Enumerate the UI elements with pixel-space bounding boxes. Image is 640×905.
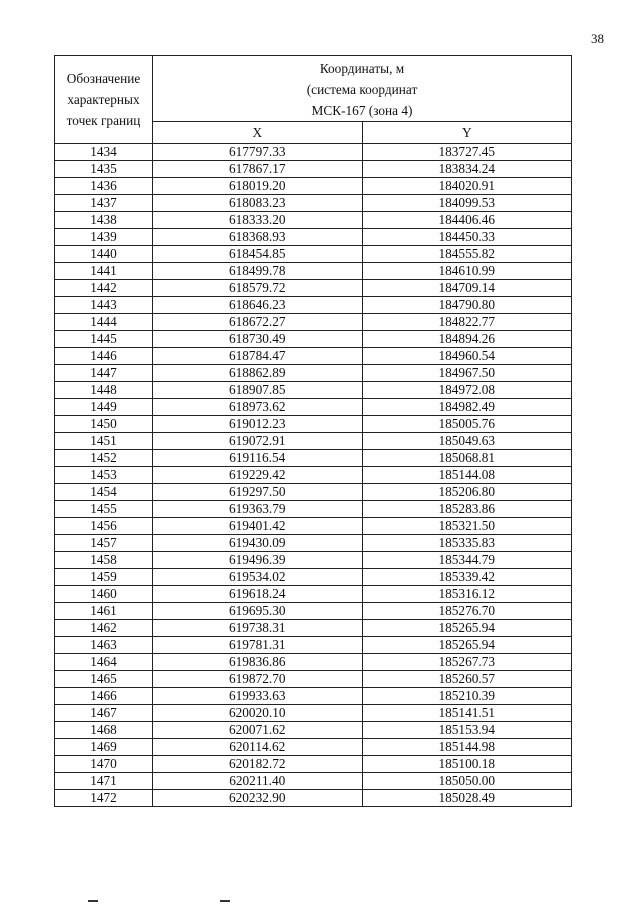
y-cell: 185265.94 bbox=[362, 637, 572, 654]
y-cell: 183834.24 bbox=[362, 161, 572, 178]
x-cell: 619836.86 bbox=[153, 654, 363, 671]
point-cell: 1451 bbox=[55, 433, 153, 450]
x-cell: 618862.89 bbox=[153, 365, 363, 382]
point-cell: 1458 bbox=[55, 552, 153, 569]
x-cell: 618499.78 bbox=[153, 263, 363, 280]
table-row bbox=[55, 433, 572, 450]
y-cell: 185141.51 bbox=[362, 705, 572, 722]
y-cell: 185100.18 bbox=[362, 756, 572, 773]
table-row bbox=[55, 790, 572, 807]
y-cell: 185316.12 bbox=[362, 586, 572, 603]
point-cell: 1461 bbox=[55, 603, 153, 620]
point-cell: 1466 bbox=[55, 688, 153, 705]
table-row bbox=[55, 467, 572, 484]
point-cell: 1445 bbox=[55, 331, 153, 348]
table-row bbox=[55, 620, 572, 637]
x-cell: 620182.72 bbox=[153, 756, 363, 773]
x-cell: 619695.30 bbox=[153, 603, 363, 620]
mark bbox=[220, 900, 230, 902]
x-cell: 619297.50 bbox=[153, 484, 363, 501]
table-row bbox=[55, 416, 572, 433]
x-cell: 618784.47 bbox=[153, 348, 363, 365]
x-cell: 619738.31 bbox=[153, 620, 363, 637]
point-cell: 1437 bbox=[55, 195, 153, 212]
table-row bbox=[55, 552, 572, 569]
x-cell: 619430.09 bbox=[153, 535, 363, 552]
point-cell: 1471 bbox=[55, 773, 153, 790]
y-cell: 185144.98 bbox=[362, 739, 572, 756]
table-row bbox=[55, 654, 572, 671]
y-cell: 184894.26 bbox=[362, 331, 572, 348]
x-cell: 617797.33 bbox=[153, 144, 363, 161]
point-cell: 1463 bbox=[55, 637, 153, 654]
table-row bbox=[55, 161, 572, 178]
y-cell: 185206.80 bbox=[362, 484, 572, 501]
x-cell: 619072.91 bbox=[153, 433, 363, 450]
point-cell: 1469 bbox=[55, 739, 153, 756]
table-row bbox=[55, 722, 572, 739]
point-cell: 1443 bbox=[55, 297, 153, 314]
table-row bbox=[55, 450, 572, 467]
point-cell: 1462 bbox=[55, 620, 153, 637]
table-row bbox=[55, 280, 572, 297]
point-cell: 1442 bbox=[55, 280, 153, 297]
table-row bbox=[55, 671, 572, 688]
y-column-header: Y bbox=[362, 122, 572, 144]
x-cell: 618907.85 bbox=[153, 382, 363, 399]
point-cell: 1439 bbox=[55, 229, 153, 246]
point-cell: 1447 bbox=[55, 365, 153, 382]
y-cell: 185005.76 bbox=[362, 416, 572, 433]
point-cell: 1464 bbox=[55, 654, 153, 671]
table-row bbox=[55, 688, 572, 705]
point-cell: 1454 bbox=[55, 484, 153, 501]
x-cell: 619116.54 bbox=[153, 450, 363, 467]
y-cell: 185283.86 bbox=[362, 501, 572, 518]
table-row bbox=[55, 195, 572, 212]
x-cell: 619401.42 bbox=[153, 518, 363, 535]
y-cell: 184967.50 bbox=[362, 365, 572, 382]
point-cell: 1434 bbox=[55, 144, 153, 161]
x-cell: 618454.85 bbox=[153, 246, 363, 263]
point-cell: 1472 bbox=[55, 790, 153, 807]
table-row bbox=[55, 705, 572, 722]
y-cell: 184709.14 bbox=[362, 280, 572, 297]
point-cell: 1460 bbox=[55, 586, 153, 603]
x-cell: 619781.31 bbox=[153, 637, 363, 654]
x-cell: 619363.79 bbox=[153, 501, 363, 518]
point-cell: 1435 bbox=[55, 161, 153, 178]
header-line: МСК-167 (зона 4) bbox=[311, 103, 413, 118]
point-cell: 1449 bbox=[55, 399, 153, 416]
header-line: Обозначение bbox=[66, 71, 141, 86]
y-cell: 185339.42 bbox=[362, 569, 572, 586]
y-cell: 185276.70 bbox=[362, 603, 572, 620]
point-cell: 1444 bbox=[55, 314, 153, 331]
table-row bbox=[55, 569, 572, 586]
point-cell: 1448 bbox=[55, 382, 153, 399]
x-cell: 619534.02 bbox=[153, 569, 363, 586]
point-cell: 1470 bbox=[55, 756, 153, 773]
x-cell: 619012.23 bbox=[153, 416, 363, 433]
y-cell: 184450.33 bbox=[362, 229, 572, 246]
table-row bbox=[55, 773, 572, 790]
y-cell: 185028.49 bbox=[362, 790, 572, 807]
y-cell: 184972.08 bbox=[362, 382, 572, 399]
table-row bbox=[55, 603, 572, 620]
x-cell: 619496.39 bbox=[153, 552, 363, 569]
header-line: Координаты, м bbox=[319, 61, 405, 76]
point-cell: 1441 bbox=[55, 263, 153, 280]
y-cell: 183727.45 bbox=[362, 144, 572, 161]
point-cell: 1453 bbox=[55, 467, 153, 484]
table-row bbox=[55, 314, 572, 331]
header-line: точек границ bbox=[66, 113, 141, 128]
table-row bbox=[55, 739, 572, 756]
table-row bbox=[55, 484, 572, 501]
coordinates-table bbox=[54, 55, 572, 807]
point-cell: 1450 bbox=[55, 416, 153, 433]
y-cell: 184610.99 bbox=[362, 263, 572, 280]
mark bbox=[88, 900, 98, 902]
y-cell: 185265.94 bbox=[362, 620, 572, 637]
y-cell: 185210.39 bbox=[362, 688, 572, 705]
table-row bbox=[55, 365, 572, 382]
coordinates-header bbox=[153, 56, 572, 122]
y-cell: 184822.77 bbox=[362, 314, 572, 331]
x-cell: 619618.24 bbox=[153, 586, 363, 603]
point-designation-header bbox=[55, 56, 153, 144]
y-cell: 184960.54 bbox=[362, 348, 572, 365]
point-cell: 1455 bbox=[55, 501, 153, 518]
bottom-marks bbox=[88, 900, 248, 903]
y-cell: 185153.94 bbox=[362, 722, 572, 739]
point-cell: 1436 bbox=[55, 178, 153, 195]
x-cell: 618083.23 bbox=[153, 195, 363, 212]
y-cell: 184790.80 bbox=[362, 297, 572, 314]
y-cell: 185050.00 bbox=[362, 773, 572, 790]
table-row bbox=[55, 501, 572, 518]
point-cell: 1446 bbox=[55, 348, 153, 365]
x-cell: 617867.17 bbox=[153, 161, 363, 178]
y-cell: 185260.57 bbox=[362, 671, 572, 688]
x-cell: 618368.93 bbox=[153, 229, 363, 246]
point-cell: 1438 bbox=[55, 212, 153, 229]
table-row bbox=[55, 229, 572, 246]
x-cell: 618333.20 bbox=[153, 212, 363, 229]
point-cell: 1457 bbox=[55, 535, 153, 552]
x-cell: 619872.70 bbox=[153, 671, 363, 688]
y-cell: 185267.73 bbox=[362, 654, 572, 671]
y-cell: 185068.81 bbox=[362, 450, 572, 467]
table-row bbox=[55, 144, 572, 161]
table-row bbox=[55, 382, 572, 399]
table-row bbox=[55, 263, 572, 280]
x-cell: 620114.62 bbox=[153, 739, 363, 756]
point-cell: 1467 bbox=[55, 705, 153, 722]
x-cell: 620211.40 bbox=[153, 773, 363, 790]
point-cell: 1456 bbox=[55, 518, 153, 535]
table-row bbox=[55, 212, 572, 229]
table-row bbox=[55, 331, 572, 348]
table-row bbox=[55, 297, 572, 314]
table-row bbox=[55, 399, 572, 416]
x-cell: 619229.42 bbox=[153, 467, 363, 484]
x-cell: 620071.62 bbox=[153, 722, 363, 739]
x-cell: 618973.62 bbox=[153, 399, 363, 416]
x-cell: 619933.63 bbox=[153, 688, 363, 705]
table-row bbox=[55, 178, 572, 195]
point-cell: 1459 bbox=[55, 569, 153, 586]
x-cell: 618672.27 bbox=[153, 314, 363, 331]
table-row bbox=[55, 535, 572, 552]
page-number: 38 bbox=[591, 31, 604, 46]
x-cell: 620020.10 bbox=[153, 705, 363, 722]
y-cell: 185335.83 bbox=[362, 535, 572, 552]
y-cell: 184406.46 bbox=[362, 212, 572, 229]
header-line: (система координат bbox=[306, 82, 418, 97]
point-cell: 1452 bbox=[55, 450, 153, 467]
y-cell: 185144.08 bbox=[362, 467, 572, 484]
x-cell: 618579.72 bbox=[153, 280, 363, 297]
table-body bbox=[55, 144, 572, 807]
x-cell: 618646.23 bbox=[153, 297, 363, 314]
x-column-header: X bbox=[153, 122, 363, 144]
table-row bbox=[55, 348, 572, 365]
y-cell: 184020.91 bbox=[362, 178, 572, 195]
y-cell: 184982.49 bbox=[362, 399, 572, 416]
x-cell: 620232.90 bbox=[153, 790, 363, 807]
x-cell: 618730.49 bbox=[153, 331, 363, 348]
y-cell: 185321.50 bbox=[362, 518, 572, 535]
point-cell: 1440 bbox=[55, 246, 153, 263]
y-cell: 185344.79 bbox=[362, 552, 572, 569]
table-row bbox=[55, 756, 572, 773]
x-cell: 618019.20 bbox=[153, 178, 363, 195]
header-line: характерных bbox=[67, 92, 140, 107]
table-row bbox=[55, 246, 572, 263]
y-cell: 184099.53 bbox=[362, 195, 572, 212]
point-cell: 1465 bbox=[55, 671, 153, 688]
table-row bbox=[55, 586, 572, 603]
y-cell: 185049.63 bbox=[362, 433, 572, 450]
y-cell: 184555.82 bbox=[362, 246, 572, 263]
table-row bbox=[55, 637, 572, 654]
table-row bbox=[55, 518, 572, 535]
point-cell: 1468 bbox=[55, 722, 153, 739]
